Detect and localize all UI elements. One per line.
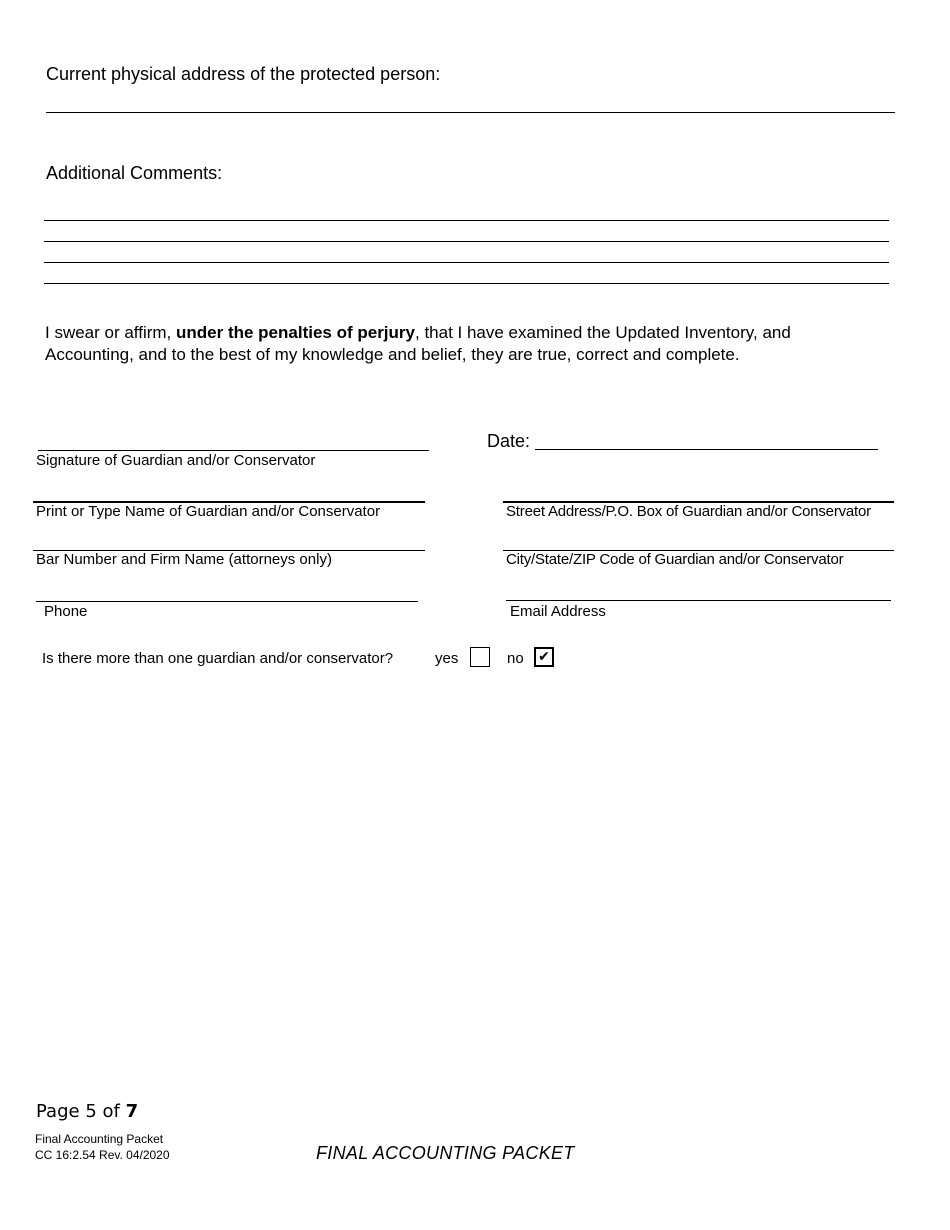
checkmark-icon: ✔ xyxy=(538,649,550,665)
oath-line2: Accounting, and to the best of my knowledge and belief, they are true, correct and complete. xyxy=(45,345,740,364)
phone-line[interactable] xyxy=(36,601,418,602)
comments-label: Additional Comments: xyxy=(46,163,223,183)
page-current: 5 xyxy=(85,1101,97,1122)
email-label: Email Address xyxy=(510,603,606,620)
signature-line[interactable] xyxy=(38,450,429,451)
multi-guardian-question: Is there more than one guardian and/or conservator? xyxy=(42,650,394,667)
yes-label: yes xyxy=(435,650,459,667)
city-label: City/State/ZIP Code of Guardian and/or Conservator xyxy=(506,551,844,568)
date-label: Date: xyxy=(487,431,531,451)
comments-line-3[interactable] xyxy=(44,262,889,263)
form-code: CC 16:2.54 Rev. 04/2020 xyxy=(35,1148,170,1162)
date-line[interactable] xyxy=(535,449,878,450)
oath-emphasis: under the penalties of perjury xyxy=(176,323,415,342)
form-name: Final Accounting Packet xyxy=(35,1132,164,1146)
page-word: Page xyxy=(36,1101,80,1122)
address-label: Current physical address of the protected person: xyxy=(46,64,441,84)
footer-title: FINAL ACCOUNTING PACKET xyxy=(316,1143,575,1163)
oath-paragraph xyxy=(45,322,925,366)
oath-line1-suffix: , that I have examined the Updated Inventory, and xyxy=(415,323,791,342)
email-line[interactable] xyxy=(506,600,891,601)
comments-line-4[interactable] xyxy=(44,283,889,284)
yes-checkbox[interactable] xyxy=(470,647,490,667)
no-checkbox[interactable] xyxy=(534,647,554,667)
page-number xyxy=(36,1101,138,1122)
page-total: 7 xyxy=(125,1101,139,1122)
comments-line-2[interactable] xyxy=(44,241,889,242)
address-line[interactable] xyxy=(46,112,895,113)
page-of: of xyxy=(102,1101,120,1122)
print-name-label: Print or Type Name of Guardian and/or Conservator xyxy=(36,503,381,520)
no-label: no xyxy=(507,650,524,667)
comments-line-1[interactable] xyxy=(44,220,889,221)
phone-label: Phone xyxy=(44,603,88,620)
signature-label: Signature of Guardian and/or Conservator xyxy=(36,452,316,469)
oath-prefix: I swear or affirm, xyxy=(45,323,176,342)
bar-label-group xyxy=(36,551,332,568)
bar-label: Bar Number and Firm Name xyxy=(36,551,225,568)
bar-note: (attorneys only) xyxy=(228,551,332,568)
street-label: Street Address/P.O. Box of Guardian and/or Conservator xyxy=(506,503,871,520)
